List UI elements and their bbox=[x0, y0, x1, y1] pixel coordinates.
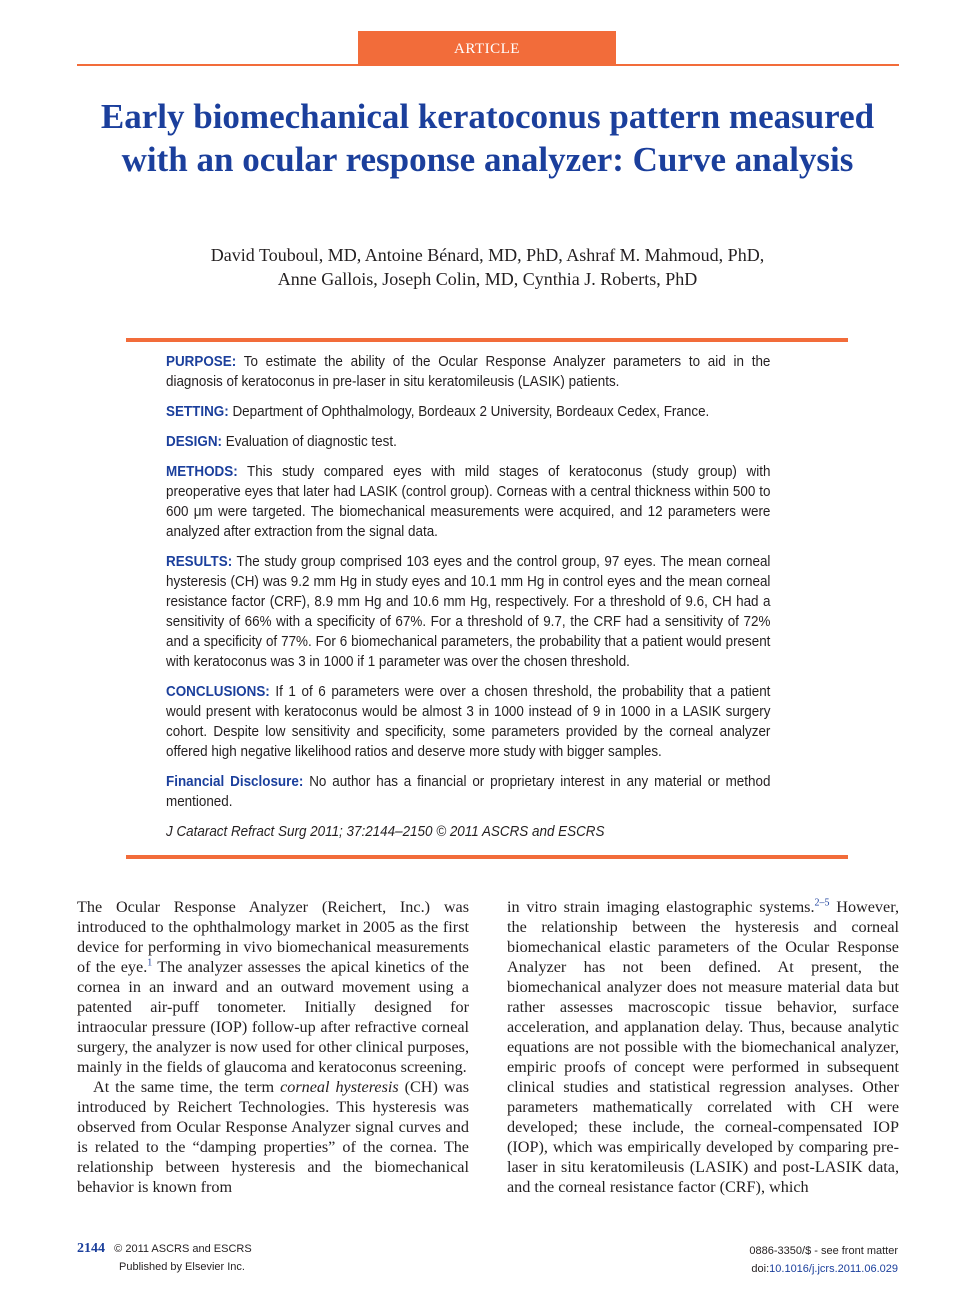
abstract-purpose bbox=[166, 352, 770, 392]
author-line-2: Anne Gallois, Joseph Colin, MD, Cynthia J. Roberts, PhD bbox=[277, 269, 698, 289]
doi-label: doi: bbox=[751, 1263, 770, 1275]
article-title: Early biomechanical keratoconus pattern measured with an ocular response analyzer: Curve analysis bbox=[100, 97, 875, 179]
setting-text: Department of Ophthalmology, Bordeaux 2 University, Bordeaux Cedex, France. bbox=[232, 404, 710, 420]
page-number: 2144 bbox=[77, 1241, 105, 1256]
author-line-1: David Touboul, MD, Antoine Bénard, MD, PhD, Ashraf M. Mahmoud, PhD, bbox=[210, 245, 765, 265]
results-text: The study group comprised 103 eyes and the control group, 97 eyes. The mean corneal hysteresis (CH) was 9.2 mm Hg in study eyes and 10.1 mm Hg in control eyes and the mean corneal resistance factor (CRF), 8.9 mm Hg and 10.6 mm Hg, respectively. For a threshold of 9.6, CH had a sensitivity of 66% with a specificity of 67%. For a threshold of 9.7, the CRF had a sensitivity of 72% and a specificity of 77%. For 6 biomechanical parameters, the probability that a patient would present with keratoconus was 3 in 1000 if 1 parameter was over the chosen threshold. bbox=[166, 554, 771, 670]
methods-text: This study compared eyes with mild stages of keratoconus (study group) with preoperative eyes that later had LASIK (control group). Corneas with a central thickness within 500 to 600 μm were targeted. The biomechanical measurements were acquired, and 12 parameters were analyzed after extraction from the signal data. bbox=[166, 464, 771, 540]
body-text: (CH) was introduced by Reichert Technologies. This hysteresis was observed from Ocular Response Analyzer signal curves and is related to the “damping properties” of the cornea. The relationship between hysteresis and the biomechanical behavior is known from bbox=[77, 1078, 469, 1196]
publisher: Published by Elsevier Inc. bbox=[119, 1261, 245, 1273]
term-emphasis: corneal hysteresis bbox=[280, 1078, 399, 1096]
design-label: DESIGN: bbox=[166, 434, 223, 450]
body-column-left bbox=[77, 897, 469, 1197]
body-text: The analyzer assesses the apical kinetics of the cornea in an inward and an outward movement using a patented air-puff tonometer. Initially designed for intraocular pressure (IOP) follow-up after refractive corneal surgery, the analyzer is now used for other clinical purposes, mainly in the fields of glaucoma and keratoconus screening. bbox=[77, 958, 469, 1076]
doi-link[interactable]: 10.1016/j.jcrs.2011.06.029 bbox=[769, 1263, 898, 1275]
body-text: However, the relationship between the hysteresis and corneal biomechanical elastic parameters of the Ocular Response Analyzer has not been defined. At present, the biomechanical analyzer does not measure material data but rather assesses macroscopic tissue behavior, surface acceleration, and applanation delay. Thus, because analytic equations are not possible with the biomechanical analyzer, empiric proofs of concept were performed in subsequent clinical studies and statistical regression analyses. Other parameters mathematically correlated with CH were developed; these include, the corneal-compensated IOP (IOP), which was empirically developed by comparing pre-laser in situ keratomileusis (LASIK) and post-LASIK data, and the corneal resistance factor (CRF), which bbox=[507, 898, 899, 1196]
copyright: © 2011 ASCRS and ESCRS bbox=[114, 1243, 252, 1255]
disclosure-label: Financial Disclosure: bbox=[166, 774, 304, 790]
section-label: ARTICLE bbox=[358, 31, 616, 65]
abstract-results bbox=[166, 552, 770, 672]
body-text: The Ocular Response Analyzer (Reichert, Inc.) was introduced to the ophthalmology market in 2005 as the first device for performing in vivo biomechanical measurements of the eye. bbox=[77, 898, 469, 976]
body-text: At the same time, the term bbox=[93, 1078, 281, 1096]
body-column-right bbox=[507, 897, 899, 1197]
body-paragraph bbox=[77, 1077, 469, 1197]
journal-citation: J Cataract Refract Surg 2011; 37:2144–2150 © 2011 ASCRS and ESCRS bbox=[166, 824, 605, 840]
design-text: Evaluation of diagnostic test. bbox=[225, 434, 397, 450]
methods-label: METHODS: bbox=[166, 464, 238, 480]
reference-link[interactable]: 2–5 bbox=[814, 897, 830, 909]
abstract-disclosure bbox=[166, 772, 770, 812]
body-paragraph bbox=[507, 897, 899, 1197]
body-text: in vitro strain imaging elastographic systems. bbox=[507, 898, 815, 916]
abstract-conclusions bbox=[166, 682, 770, 762]
body-paragraph bbox=[77, 897, 469, 1077]
abstract-design bbox=[166, 432, 770, 452]
abstract-methods bbox=[166, 462, 770, 542]
conclusions-text: If 1 of 6 parameters were over a chosen threshold, the probability that a patient would present with keratoconus would be almost 3 in 1000 instead of 9 in 1000 in a LASIK surgery cohort. Despite low sensitivity and specificity, some parameters provided by the corneal analyzer offered high negative likelihood ratios and deserve more study with bigger samples. bbox=[166, 684, 771, 760]
results-label: RESULTS: bbox=[166, 554, 233, 570]
disclosure-text: No author has a financial or proprietary interest in any material or method mentioned. bbox=[166, 774, 771, 810]
author-list bbox=[100, 243, 875, 291]
footer-right bbox=[749, 1240, 898, 1278]
issn: 0886-3350/$ - see front matter bbox=[749, 1245, 898, 1257]
reference-link[interactable]: 1 bbox=[147, 957, 153, 969]
abstract-top-rule bbox=[126, 338, 848, 342]
purpose-text: To estimate the ability of the Ocular Response Analyzer parameters to aid in the diagnosis of keratoconus in pre-laser in situ keratomileusis (LASIK) patients. bbox=[166, 354, 771, 390]
doi-line bbox=[749, 1260, 898, 1278]
setting-label: SETTING: bbox=[166, 404, 229, 420]
header-rule bbox=[77, 64, 899, 66]
purpose-label: PURPOSE: bbox=[166, 354, 237, 370]
abstract-bottom-rule bbox=[126, 855, 848, 859]
conclusions-label: CONCLUSIONS: bbox=[166, 684, 270, 700]
footer-left bbox=[77, 1240, 252, 1276]
footer-line-1 bbox=[77, 1240, 252, 1258]
abstract bbox=[166, 352, 770, 852]
abstract-setting bbox=[166, 402, 770, 422]
